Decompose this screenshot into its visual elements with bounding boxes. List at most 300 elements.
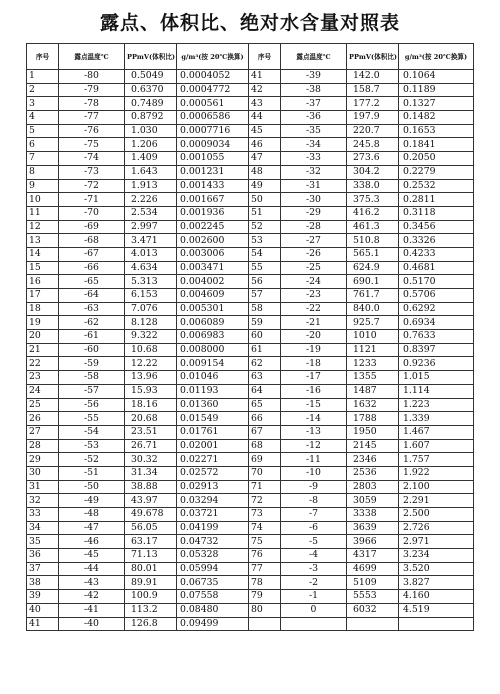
cell-dew-point: -80 xyxy=(59,70,125,84)
cell-dew-point: -35 xyxy=(281,124,347,138)
cell-dew-point: -38 xyxy=(281,83,347,97)
cell-g-per-m3: 0.01046 xyxy=(177,371,249,385)
cell-ppmv: 1.913 xyxy=(125,179,177,193)
cell-dew-point: -69 xyxy=(59,220,125,234)
cell-dew-point: -22 xyxy=(281,302,347,316)
cell-g-per-m3: 0.008000 xyxy=(177,343,249,357)
cell-dew-point: -31 xyxy=(281,179,347,193)
table-body xyxy=(27,70,474,631)
cell-index: 50 xyxy=(249,193,281,207)
cell-ppmv: 0.5049 xyxy=(125,70,177,84)
table-row xyxy=(27,453,474,467)
cell-dew-point: 0 xyxy=(281,603,347,617)
cell-ppmv: 5.313 xyxy=(125,275,177,289)
cell-index: 1 xyxy=(27,70,59,84)
cell-g-per-m3: 0.01360 xyxy=(177,398,249,412)
cell-dew-point: -9 xyxy=(281,480,347,494)
cell-g-per-m3: 0.5170 xyxy=(399,275,474,289)
cell-index: 15 xyxy=(27,261,59,275)
cell-ppmv: 158.7 xyxy=(347,83,399,97)
cell-dew-point xyxy=(281,617,347,631)
cell-index: 11 xyxy=(27,206,59,220)
cell-g-per-m3: 0.3456 xyxy=(399,220,474,234)
cell-ppmv: 49.678 xyxy=(125,508,177,522)
table-row xyxy=(27,576,474,590)
cell-dew-point: -2 xyxy=(281,576,347,590)
cell-index: 9 xyxy=(27,179,59,193)
cell-index: 40 xyxy=(27,603,59,617)
cell-index: 28 xyxy=(27,439,59,453)
cell-ppmv: 12.22 xyxy=(125,357,177,371)
cell-g-per-m3: 0.01549 xyxy=(177,412,249,426)
cell-index xyxy=(249,617,281,631)
table-row xyxy=(27,480,474,494)
cell-dew-point: -34 xyxy=(281,138,347,152)
cell-ppmv: 1.030 xyxy=(125,124,177,138)
cell-index: 63 xyxy=(249,371,281,385)
table-row xyxy=(27,590,474,604)
header-dew-point-right: 露点温度℃ xyxy=(281,44,347,70)
cell-ppmv: 375.3 xyxy=(347,193,399,207)
cell-g-per-m3: 0.003471 xyxy=(177,261,249,275)
cell-index: 2 xyxy=(27,83,59,97)
cell-dew-point: -15 xyxy=(281,398,347,412)
cell-ppmv: 6032 xyxy=(347,603,399,617)
cell-index: 10 xyxy=(27,193,59,207)
cell-index: 18 xyxy=(27,302,59,316)
table-row xyxy=(27,70,474,84)
cell-g-per-m3: 0.6292 xyxy=(399,302,474,316)
cell-g-per-m3: 0.08480 xyxy=(177,603,249,617)
cell-ppmv: 1121 xyxy=(347,343,399,357)
table-row xyxy=(27,494,474,508)
cell-index: 29 xyxy=(27,453,59,467)
table-row xyxy=(27,535,474,549)
cell-ppmv: 43.97 xyxy=(125,494,177,508)
cell-dew-point: -17 xyxy=(281,371,347,385)
table-row xyxy=(27,617,474,631)
cell-index: 13 xyxy=(27,234,59,248)
cell-index: 73 xyxy=(249,508,281,522)
cell-index: 21 xyxy=(27,343,59,357)
table-row xyxy=(27,357,474,371)
cell-g-per-m3: 0.02271 xyxy=(177,453,249,467)
cell-index: 25 xyxy=(27,398,59,412)
cell-g-per-m3: 0.006089 xyxy=(177,316,249,330)
cell-index: 70 xyxy=(249,466,281,480)
cell-dew-point: -43 xyxy=(59,576,125,590)
cell-dew-point: -25 xyxy=(281,261,347,275)
cell-index: 37 xyxy=(27,562,59,576)
cell-dew-point: -52 xyxy=(59,453,125,467)
cell-dew-point: -67 xyxy=(59,247,125,261)
table-row xyxy=(27,247,474,261)
table-row xyxy=(27,289,474,303)
cell-index: 61 xyxy=(249,343,281,357)
cell-g-per-m3: 0.2532 xyxy=(399,179,474,193)
cell-dew-point: -74 xyxy=(59,152,125,166)
cell-ppmv: 177.2 xyxy=(347,97,399,111)
cell-dew-point: -61 xyxy=(59,330,125,344)
table-row xyxy=(27,97,474,111)
cell-dew-point: -18 xyxy=(281,357,347,371)
cell-g-per-m3: 0.8397 xyxy=(399,343,474,357)
cell-index: 67 xyxy=(249,425,281,439)
cell-g-per-m3: 0.04732 xyxy=(177,535,249,549)
cell-g-per-m3: 3.520 xyxy=(399,562,474,576)
cell-ppmv: 1233 xyxy=(347,357,399,371)
cell-g-per-m3: 0.01761 xyxy=(177,425,249,439)
cell-dew-point: -47 xyxy=(59,521,125,535)
cell-dew-point: -56 xyxy=(59,398,125,412)
cell-g-per-m3: 2.100 xyxy=(399,480,474,494)
cell-dew-point: -5 xyxy=(281,535,347,549)
cell-g-per-m3: 0.0007716 xyxy=(177,124,249,138)
cell-ppmv: 63.17 xyxy=(125,535,177,549)
cell-g-per-m3: 0.3118 xyxy=(399,206,474,220)
cell-g-per-m3: 0.1653 xyxy=(399,124,474,138)
cell-index: 76 xyxy=(249,549,281,563)
header-dew-point: 露点温度℃ xyxy=(59,44,125,70)
cell-dew-point: -79 xyxy=(59,83,125,97)
cell-ppmv: 1355 xyxy=(347,371,399,385)
cell-ppmv: 1010 xyxy=(347,330,399,344)
cell-index: 32 xyxy=(27,494,59,508)
cell-ppmv: 338.0 xyxy=(347,179,399,193)
cell-index: 14 xyxy=(27,247,59,261)
cell-ppmv: 8.128 xyxy=(125,316,177,330)
cell-g-per-m3: 0.0009034 xyxy=(177,138,249,152)
cell-dew-point: -65 xyxy=(59,275,125,289)
cell-index: 45 xyxy=(249,124,281,138)
cell-g-per-m3: 1.467 xyxy=(399,425,474,439)
cell-g-per-m3: 0.05328 xyxy=(177,549,249,563)
cell-index: 52 xyxy=(249,220,281,234)
cell-index: 4 xyxy=(27,111,59,125)
cell-dew-point: -46 xyxy=(59,535,125,549)
cell-g-per-m3: 2.726 xyxy=(399,521,474,535)
cell-g-per-m3: 0.002245 xyxy=(177,220,249,234)
cell-ppmv: 26.71 xyxy=(125,439,177,453)
cell-ppmv: 71.13 xyxy=(125,549,177,563)
cell-index: 53 xyxy=(249,234,281,248)
cell-g-per-m3: 1.223 xyxy=(399,398,474,412)
cell-index: 36 xyxy=(27,549,59,563)
cell-ppmv: 9.322 xyxy=(125,330,177,344)
cell-ppmv: 304.2 xyxy=(347,165,399,179)
cell-dew-point: -59 xyxy=(59,357,125,371)
cell-index: 51 xyxy=(249,206,281,220)
cell-ppmv: 126.8 xyxy=(125,617,177,631)
cell-g-per-m3: 0.009154 xyxy=(177,357,249,371)
cell-dew-point: -20 xyxy=(281,330,347,344)
cell-g-per-m3: 0.04199 xyxy=(177,521,249,535)
header-g-per-m3: g/m³(按 20℃换算) xyxy=(177,44,249,70)
cell-ppmv: 2.226 xyxy=(125,193,177,207)
cell-index: 74 xyxy=(249,521,281,535)
cell-index: 48 xyxy=(249,165,281,179)
cell-ppmv: 624.9 xyxy=(347,261,399,275)
cell-index: 17 xyxy=(27,289,59,303)
cell-dew-point: -49 xyxy=(59,494,125,508)
cell-dew-point: -55 xyxy=(59,412,125,426)
cell-ppmv: 113.2 xyxy=(125,603,177,617)
cell-g-per-m3: 0.006983 xyxy=(177,330,249,344)
cell-g-per-m3: 0.004002 xyxy=(177,275,249,289)
table-row xyxy=(27,549,474,563)
cell-g-per-m3: 0.002600 xyxy=(177,234,249,248)
cell-g-per-m3: 0.2050 xyxy=(399,152,474,166)
table-row xyxy=(27,562,474,576)
cell-index: 80 xyxy=(249,603,281,617)
table-row xyxy=(27,316,474,330)
cell-index: 26 xyxy=(27,412,59,426)
cell-index: 58 xyxy=(249,302,281,316)
cell-ppmv: 4317 xyxy=(347,549,399,563)
cell-dew-point: -68 xyxy=(59,234,125,248)
cell-dew-point: -41 xyxy=(59,603,125,617)
cell-g-per-m3: 0.3326 xyxy=(399,234,474,248)
cell-ppmv: 18.16 xyxy=(125,398,177,412)
cell-dew-point: -1 xyxy=(281,590,347,604)
table-row xyxy=(27,111,474,125)
cell-dew-point: -14 xyxy=(281,412,347,426)
cell-dew-point: -73 xyxy=(59,165,125,179)
cell-ppmv: 15.93 xyxy=(125,384,177,398)
cell-ppmv: 30.32 xyxy=(125,453,177,467)
table-row xyxy=(27,466,474,480)
cell-g-per-m3: 0.005301 xyxy=(177,302,249,316)
cell-g-per-m3: 0.001936 xyxy=(177,206,249,220)
cell-ppmv: 20.68 xyxy=(125,412,177,426)
cell-index: 69 xyxy=(249,453,281,467)
cell-index: 62 xyxy=(249,357,281,371)
cell-ppmv: 1.643 xyxy=(125,165,177,179)
cell-index: 41 xyxy=(27,617,59,631)
cell-dew-point: -44 xyxy=(59,562,125,576)
cell-ppmv: 245.8 xyxy=(347,138,399,152)
cell-ppmv: 3639 xyxy=(347,521,399,535)
cell-index: 22 xyxy=(27,357,59,371)
cell-ppmv: 840.0 xyxy=(347,302,399,316)
cell-ppmv: 461.3 xyxy=(347,220,399,234)
cell-ppmv: 1.409 xyxy=(125,152,177,166)
cell-index: 38 xyxy=(27,576,59,590)
cell-index: 77 xyxy=(249,562,281,576)
cell-g-per-m3: 0.01193 xyxy=(177,384,249,398)
cell-ppmv: 7.076 xyxy=(125,302,177,316)
cell-ppmv: 1950 xyxy=(347,425,399,439)
cell-index: 41 xyxy=(249,70,281,84)
cell-index: 34 xyxy=(27,521,59,535)
cell-g-per-m3: 3.234 xyxy=(399,549,474,563)
table-row xyxy=(27,330,474,344)
cell-dew-point: -72 xyxy=(59,179,125,193)
table-row xyxy=(27,439,474,453)
header-g-per-m3-right: g/m³(按 20℃换算) xyxy=(399,44,474,70)
cell-g-per-m3: 0.0006586 xyxy=(177,111,249,125)
cell-dew-point: -45 xyxy=(59,549,125,563)
cell-ppmv: 0.8792 xyxy=(125,111,177,125)
cell-ppmv: 2.534 xyxy=(125,206,177,220)
cell-ppmv: 89.91 xyxy=(125,576,177,590)
table-row xyxy=(27,124,474,138)
cell-dew-point: -75 xyxy=(59,138,125,152)
cell-g-per-m3: 0.004609 xyxy=(177,289,249,303)
cell-ppmv: 2.997 xyxy=(125,220,177,234)
cell-ppmv: 416.2 xyxy=(347,206,399,220)
cell-ppmv: 1487 xyxy=(347,384,399,398)
table-row xyxy=(27,603,474,617)
cell-ppmv: 6.153 xyxy=(125,289,177,303)
cell-g-per-m3: 0.001667 xyxy=(177,193,249,207)
cell-g-per-m3: 1.114 xyxy=(399,384,474,398)
cell-ppmv: 3338 xyxy=(347,508,399,522)
table-row xyxy=(27,508,474,522)
cell-dew-point: -19 xyxy=(281,343,347,357)
cell-g-per-m3: 0.0004052 xyxy=(177,70,249,84)
table-row xyxy=(27,275,474,289)
cell-g-per-m3: 0.06735 xyxy=(177,576,249,590)
cell-index: 47 xyxy=(249,152,281,166)
table-row xyxy=(27,206,474,220)
cell-dew-point: -39 xyxy=(281,70,347,84)
table-row xyxy=(27,261,474,275)
cell-ppmv: 56.05 xyxy=(125,521,177,535)
cell-index: 6 xyxy=(27,138,59,152)
cell-g-per-m3: 0.03294 xyxy=(177,494,249,508)
cell-index: 33 xyxy=(27,508,59,522)
cell-ppmv: 2145 xyxy=(347,439,399,453)
cell-index: 24 xyxy=(27,384,59,398)
cell-index: 44 xyxy=(249,111,281,125)
cell-g-per-m3: 0.1064 xyxy=(399,70,474,84)
cell-ppmv: 0.7489 xyxy=(125,97,177,111)
cell-g-per-m3: 0.02001 xyxy=(177,439,249,453)
cell-g-per-m3: 0.02913 xyxy=(177,480,249,494)
cell-g-per-m3: 0.09499 xyxy=(177,617,249,631)
table-row xyxy=(27,343,474,357)
table-row xyxy=(27,302,474,316)
cell-index: 3 xyxy=(27,97,59,111)
header-ppmv-right: PPmV(体积比) xyxy=(347,44,399,70)
cell-g-per-m3: 0.003006 xyxy=(177,247,249,261)
cell-g-per-m3: 0.7633 xyxy=(399,330,474,344)
table-row xyxy=(27,83,474,97)
cell-g-per-m3: 0.2279 xyxy=(399,165,474,179)
cell-dew-point: -70 xyxy=(59,206,125,220)
cell-index: 16 xyxy=(27,275,59,289)
cell-g-per-m3: 4.519 xyxy=(399,603,474,617)
header-index: 序号 xyxy=(27,44,59,70)
cell-ppmv: 565.1 xyxy=(347,247,399,261)
cell-g-per-m3: 2.500 xyxy=(399,508,474,522)
cell-dew-point: -48 xyxy=(59,508,125,522)
cell-dew-point: -37 xyxy=(281,97,347,111)
cell-ppmv: 5553 xyxy=(347,590,399,604)
cell-dew-point: -51 xyxy=(59,466,125,480)
cell-index: 66 xyxy=(249,412,281,426)
cell-dew-point: -71 xyxy=(59,193,125,207)
cell-g-per-m3: 0.4681 xyxy=(399,261,474,275)
cell-dew-point: -58 xyxy=(59,371,125,385)
cell-ppmv: 13.96 xyxy=(125,371,177,385)
cell-dew-point: -6 xyxy=(281,521,347,535)
header-ppmv: PPmV(体积比) xyxy=(125,44,177,70)
cell-dew-point: -10 xyxy=(281,466,347,480)
cell-g-per-m3: 0.0004772 xyxy=(177,83,249,97)
cell-g-per-m3: 0.1189 xyxy=(399,83,474,97)
cell-g-per-m3: 0.1327 xyxy=(399,97,474,111)
cell-index: 68 xyxy=(249,439,281,453)
cell-dew-point: -8 xyxy=(281,494,347,508)
cell-index: 65 xyxy=(249,398,281,412)
cell-g-per-m3: 0.1841 xyxy=(399,138,474,152)
cell-dew-point: -57 xyxy=(59,384,125,398)
cell-index: 8 xyxy=(27,165,59,179)
cell-dew-point: -11 xyxy=(281,453,347,467)
dew-point-table xyxy=(26,43,474,631)
cell-index: 64 xyxy=(249,384,281,398)
cell-ppmv: 273.6 xyxy=(347,152,399,166)
cell-index: 39 xyxy=(27,590,59,604)
cell-dew-point: -29 xyxy=(281,206,347,220)
cell-dew-point: -78 xyxy=(59,97,125,111)
table-row xyxy=(27,193,474,207)
cell-dew-point: -53 xyxy=(59,439,125,453)
cell-ppmv: 3.471 xyxy=(125,234,177,248)
cell-g-per-m3: 2.291 xyxy=(399,494,474,508)
cell-ppmv: 2803 xyxy=(347,480,399,494)
cell-dew-point: -26 xyxy=(281,247,347,261)
table-row xyxy=(27,234,474,248)
cell-ppmv: 2536 xyxy=(347,466,399,480)
cell-ppmv: 1788 xyxy=(347,412,399,426)
cell-index: 19 xyxy=(27,316,59,330)
cell-index: 71 xyxy=(249,480,281,494)
cell-g-per-m3: 1.015 xyxy=(399,371,474,385)
cell-ppmv xyxy=(347,617,399,631)
cell-dew-point: -27 xyxy=(281,234,347,248)
cell-index: 43 xyxy=(249,97,281,111)
cell-dew-point: -40 xyxy=(59,617,125,631)
cell-g-per-m3: 1.922 xyxy=(399,466,474,480)
table-row xyxy=(27,521,474,535)
cell-dew-point: -7 xyxy=(281,508,347,522)
cell-dew-point: -13 xyxy=(281,425,347,439)
cell-ppmv: 38.88 xyxy=(125,480,177,494)
table-row xyxy=(27,138,474,152)
cell-ppmv: 80.01 xyxy=(125,562,177,576)
cell-index: 7 xyxy=(27,152,59,166)
cell-ppmv: 0.6370 xyxy=(125,83,177,97)
cell-index: 42 xyxy=(249,83,281,97)
cell-ppmv: 23.51 xyxy=(125,425,177,439)
cell-ppmv: 31.34 xyxy=(125,466,177,480)
cell-g-per-m3: 0.9236 xyxy=(399,357,474,371)
cell-ppmv: 197.9 xyxy=(347,111,399,125)
cell-index: 55 xyxy=(249,261,281,275)
cell-dew-point: -16 xyxy=(281,384,347,398)
cell-index: 57 xyxy=(249,289,281,303)
cell-g-per-m3: 0.2811 xyxy=(399,193,474,207)
table-row xyxy=(27,179,474,193)
cell-ppmv: 690.1 xyxy=(347,275,399,289)
cell-index: 5 xyxy=(27,124,59,138)
cell-dew-point: -30 xyxy=(281,193,347,207)
cell-index: 75 xyxy=(249,535,281,549)
cell-ppmv: 100.9 xyxy=(125,590,177,604)
